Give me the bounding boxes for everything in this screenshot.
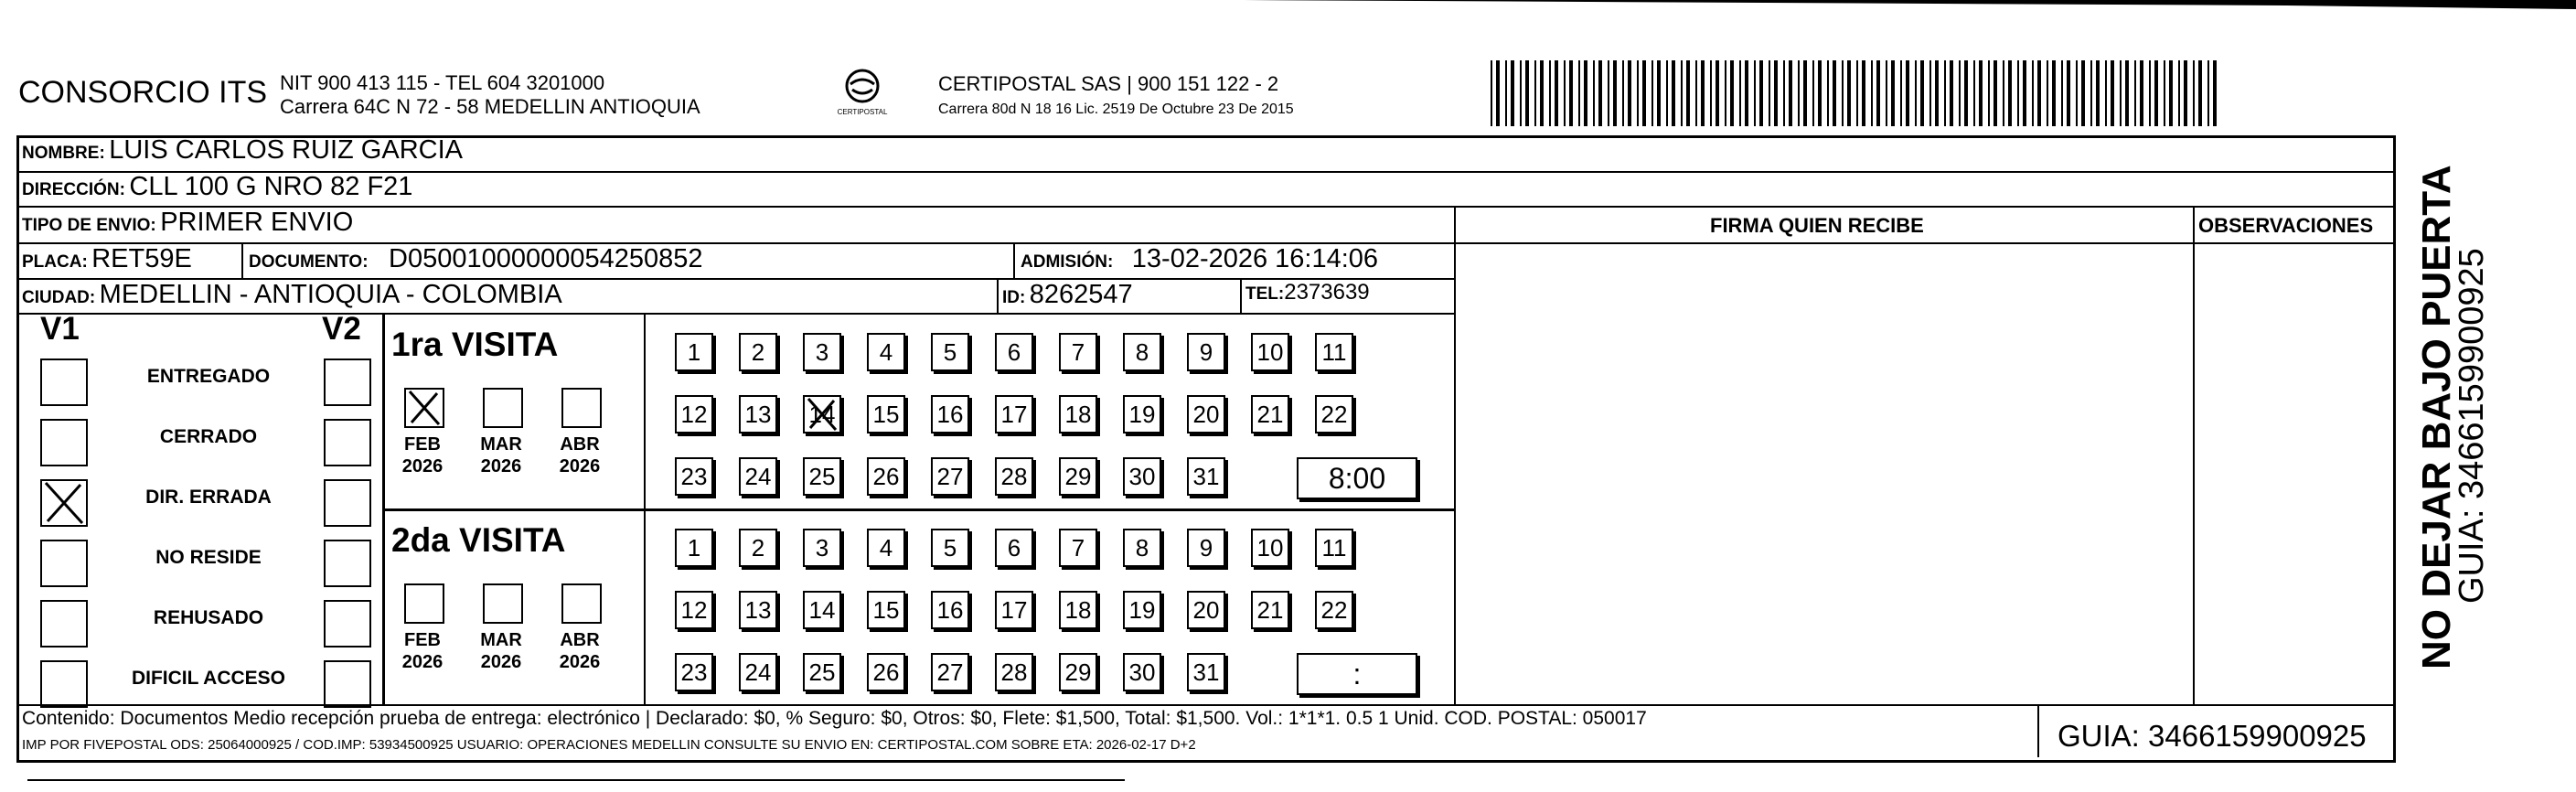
- time-value: 8:00: [1328, 462, 1386, 495]
- day-box[interactable]: 22: [1315, 395, 1353, 433]
- placa-label: PLACA:: [22, 252, 88, 272]
- day-box[interactable]: 25: [803, 457, 841, 496]
- day-box[interactable]: 2: [739, 333, 777, 371]
- day-box[interactable]: 26: [867, 653, 905, 691]
- id-label: ID:: [1002, 288, 1026, 307]
- x-mark-icon: [805, 397, 839, 432]
- day-box[interactable]: 6: [995, 333, 1033, 371]
- month-year: 2026: [401, 652, 444, 672]
- nombre-field: [22, 135, 463, 166]
- day-box[interactable]: 13: [739, 395, 777, 433]
- day-box[interactable]: 28: [995, 653, 1033, 691]
- month-checkbox[interactable]: [561, 388, 602, 428]
- tipo-value: PRIMER ENVIO: [160, 208, 354, 237]
- day-box[interactable]: 31: [1187, 653, 1225, 691]
- time-value: :: [1352, 658, 1362, 690]
- id-field: [1002, 280, 1133, 310]
- contenido-text: Contenido: Documentos Medio recepción prueba de entrega: electrónico | Declarado: $0, % Seguro: $0, Otros: $0, Flete: $1,500, Total: $1,500. Vol.: 1*1*1. 0.5 1 Unid. COD. POSTAL: 050017: [22, 708, 1647, 729]
- day-box[interactable]: 2: [739, 529, 777, 567]
- time-box[interactable]: [1297, 457, 1417, 499]
- month-name: MAR: [480, 434, 522, 455]
- day-box[interactable]: 16: [931, 395, 969, 433]
- v1-checkbox[interactable]: [40, 359, 88, 406]
- ciudad-label: CIUDAD:: [22, 288, 96, 307]
- day-box[interactable]: 14: [803, 395, 841, 433]
- v2-checkbox[interactable]: [324, 660, 371, 708]
- month-year: 2026: [480, 456, 522, 476]
- day-box[interactable]: 24: [739, 653, 777, 691]
- month-checkbox[interactable]: [483, 388, 523, 428]
- month-label: [552, 629, 607, 673]
- month-name: FEB: [404, 434, 441, 455]
- v1-checkbox[interactable]: [40, 479, 88, 527]
- day-box[interactable]: 19: [1123, 395, 1161, 433]
- admision-value: 13-02-2026 16:14:06: [1131, 244, 1379, 273]
- day-box[interactable]: 28: [995, 457, 1033, 496]
- ciudad-value: MEDELLIN - ANTIOQUIA - COLOMBIA: [99, 280, 562, 309]
- direccion-value: CLL 100 G NRO 82 F21: [129, 172, 413, 201]
- id-value: 8262547: [1029, 280, 1133, 309]
- visit-title: 1ra VISITA: [391, 326, 559, 363]
- v2-checkbox[interactable]: [324, 479, 371, 527]
- certi-line2: Carrera 80d N 18 16 Lic. 2519 De Octubre 23 De 2015: [938, 102, 1294, 117]
- tel-field: [1245, 280, 1370, 305]
- v2-checkbox[interactable]: [324, 540, 371, 587]
- direccion-field: [22, 172, 412, 202]
- day-box[interactable]: 25: [803, 653, 841, 691]
- day-box[interactable]: 6: [995, 529, 1033, 567]
- month-year: 2026: [559, 456, 601, 476]
- day-box[interactable]: 27: [931, 653, 969, 691]
- day-box[interactable]: 3: [803, 333, 841, 371]
- day-box[interactable]: 4: [867, 333, 905, 371]
- month-name: ABR: [560, 630, 600, 650]
- day-box[interactable]: 20: [1187, 591, 1225, 629]
- v1-checkbox[interactable]: [40, 419, 88, 466]
- day-box[interactable]: 9: [1187, 529, 1225, 567]
- tipo-field: [22, 208, 353, 238]
- motivo-label: ENTREGADO: [146, 366, 271, 387]
- day-box[interactable]: 10: [1251, 333, 1289, 371]
- day-box[interactable]: 19: [1123, 591, 1161, 629]
- direccion-label: DIRECCIÓN:: [22, 180, 125, 199]
- day-box[interactable]: 29: [1059, 457, 1097, 496]
- company-info: [280, 71, 700, 119]
- day-box[interactable]: 16: [931, 591, 969, 629]
- day-box[interactable]: 27: [931, 457, 969, 496]
- day-box[interactable]: 15: [867, 395, 905, 433]
- day-box[interactable]: 12: [675, 591, 713, 629]
- placa-field: [22, 244, 192, 274]
- logo-caption: CERTIPOSTAL: [837, 108, 888, 116]
- logo-icon: [812, 68, 913, 108]
- certi-line1: CERTIPOSTAL SAS | 900 151 122 - 2: [938, 72, 1279, 95]
- v2-checkbox[interactable]: [324, 359, 371, 406]
- nombre-label: NOMBRE:: [22, 144, 105, 163]
- documento-label: DOCUMENTO:: [249, 252, 369, 272]
- admision-label: ADMISIÓN:: [1021, 252, 1114, 272]
- side-guia: GUIA: 3466159900925: [2453, 248, 2491, 604]
- day-box[interactable]: 5: [931, 333, 969, 371]
- motivo-label: REHUSADO: [153, 607, 264, 628]
- placa-value: RET59E: [91, 244, 192, 273]
- month-label: [552, 433, 607, 477]
- scan-top-line: [0, 0, 2576, 9]
- month-label: [474, 433, 529, 477]
- day-box[interactable]: 17: [995, 591, 1033, 629]
- tipo-label: TIPO DE ENVIO:: [22, 216, 156, 235]
- no-dejar-warning: NO DEJAR BAJO PUERTA: [2414, 165, 2459, 669]
- day-box[interactable]: 5: [931, 529, 969, 567]
- tel-label: TEL:: [1245, 284, 1285, 304]
- v2-checkbox[interactable]: [324, 600, 371, 648]
- month-year: 2026: [480, 652, 522, 672]
- day-box[interactable]: 20: [1187, 395, 1225, 433]
- day-box[interactable]: 4: [867, 529, 905, 567]
- day-box[interactable]: 7: [1059, 529, 1097, 567]
- tel-value: 2373639: [1284, 280, 1370, 305]
- motivo-label: NO RESIDE: [155, 547, 262, 568]
- v1-checkbox[interactable]: [40, 660, 88, 708]
- address-line: Carrera 64C N 72 - 58 MEDELLIN ANTIOQUIA: [280, 95, 700, 118]
- v1-checkbox[interactable]: [40, 600, 88, 648]
- day-box[interactable]: 17: [995, 395, 1033, 433]
- day-box[interactable]: 30: [1123, 457, 1161, 496]
- day-box[interactable]: 12: [675, 395, 713, 433]
- day-box[interactable]: 21: [1251, 591, 1289, 629]
- time-box[interactable]: [1297, 653, 1417, 695]
- month-name: MAR: [480, 630, 522, 650]
- documento-value: D05001000000054250852: [389, 244, 703, 273]
- month-year: 2026: [559, 652, 601, 672]
- day-box[interactable]: 8: [1123, 529, 1161, 567]
- barcode-icon: [1491, 60, 2222, 126]
- day-box[interactable]: 30: [1123, 653, 1161, 691]
- day-box[interactable]: 26: [867, 457, 905, 496]
- day-box[interactable]: 1: [675, 333, 713, 371]
- v1-checkbox[interactable]: [40, 540, 88, 587]
- day-box[interactable]: 29: [1059, 653, 1097, 691]
- admision-field: [1021, 244, 1378, 274]
- scan-bottom-line: [27, 779, 1125, 781]
- day-box[interactable]: 23: [675, 653, 713, 691]
- day-box[interactable]: 24: [739, 457, 777, 496]
- day-box[interactable]: 31: [1187, 457, 1225, 496]
- day-box[interactable]: 18: [1059, 591, 1097, 629]
- month-checkbox[interactable]: [483, 583, 523, 624]
- month-label: [474, 629, 529, 673]
- certipostal-info: [938, 71, 1294, 123]
- day-box[interactable]: 11: [1315, 333, 1353, 371]
- nit-line: NIT 900 413 115 - TEL 604 3201000: [280, 71, 605, 94]
- day-box[interactable]: 10: [1251, 529, 1289, 567]
- day-box[interactable]: 14: [803, 591, 841, 629]
- motivo-label: DIR. ERRADA: [145, 487, 272, 508]
- certipostal-logo: [812, 68, 913, 123]
- footer-guia: GUIA: 3466159900925: [2058, 719, 2367, 753]
- day-box[interactable]: 8: [1123, 333, 1161, 371]
- month-name: ABR: [560, 434, 600, 455]
- x-mark-icon: [42, 481, 86, 525]
- nombre-value: LUIS CARLOS RUIZ GARCIA: [109, 135, 463, 165]
- imp-text: IMP POR FIVEPOSTAL ODS: 25064000925 / COD.IMP: 53934500925 USUARIO: OPERACIONES MEDELLIN CONSULTE SU ENVIO EN: CERTIPOSTAL.COM SOBRE ETA: 2026-02-17 D+2: [22, 737, 1196, 753]
- motivo-label: CERRADO: [159, 426, 258, 447]
- month-name: FEB: [404, 630, 441, 650]
- day-box[interactable]: 9: [1187, 333, 1225, 371]
- motivo-label: DIFICIL ACCESO: [131, 668, 285, 689]
- v2-checkbox[interactable]: [324, 419, 371, 466]
- day-box[interactable]: 1: [675, 529, 713, 567]
- day-box[interactable]: 13: [739, 591, 777, 629]
- v2-header: V2: [322, 311, 361, 347]
- month-year: 2026: [401, 456, 444, 476]
- visit-title: 2da VISITA: [391, 521, 566, 559]
- day-box[interactable]: 23: [675, 457, 713, 496]
- v1-header: V1: [40, 311, 80, 347]
- ciudad-field: [22, 280, 562, 310]
- day-box[interactable]: 21: [1251, 395, 1289, 433]
- day-box[interactable]: 22: [1315, 591, 1353, 629]
- company-name: CONSORCIO ITS: [18, 75, 268, 110]
- day-box[interactable]: 7: [1059, 333, 1097, 371]
- day-box[interactable]: 18: [1059, 395, 1097, 433]
- month-checkbox[interactable]: [561, 583, 602, 624]
- firma-header: FIRMA QUIEN RECIBE: [1710, 214, 1924, 237]
- month-checkbox[interactable]: [404, 388, 444, 428]
- month-label: [395, 629, 450, 673]
- x-mark-icon: [406, 390, 443, 426]
- day-box[interactable]: 15: [867, 591, 905, 629]
- day-box[interactable]: 3: [803, 529, 841, 567]
- month-checkbox[interactable]: [404, 583, 444, 624]
- day-box[interactable]: 11: [1315, 529, 1353, 567]
- documento-field: [249, 244, 703, 274]
- month-label: [395, 433, 450, 477]
- observaciones-header: OBSERVACIONES: [2198, 214, 2374, 237]
